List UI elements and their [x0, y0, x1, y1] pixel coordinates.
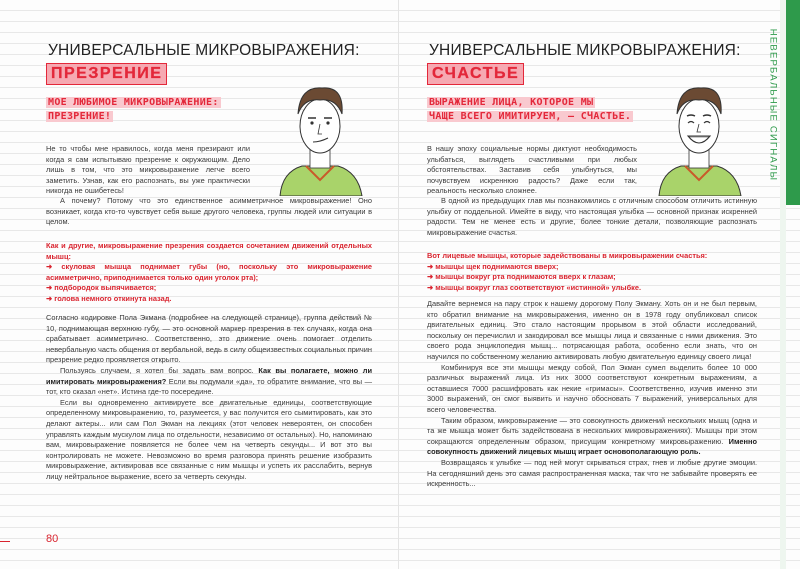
left-para-2 [46, 366, 372, 398]
right-bullet-1: ➜ мышцы щек поднимаются вверх; [427, 262, 757, 273]
right-intro-1 [427, 144, 637, 197]
right-para-4: Возвращаясь к улыбке — под ней могут скрываться страх, гнев и любые другие эмоции. На сегодняшний день это самая распространенная маска, так что не забывайте проверять ее искренность... [427, 457, 757, 489]
right-intro-2-text: В одной из предыдущих глав мы познакомились с отличным способом отличить истинную улыбку от поддельной. Имейте в виду, что настоящая улыбка — основной признак искренней радости. Тем не менее есть и другие, более тонкие детали, позволяющие распознать микровыражение счастья. [427, 196, 757, 237]
section-label-text: НЕВЕРБАЛЬНЫЕ СИГНАЛЫ [767, 28, 779, 182]
left-title-highlight: ПРЕЗРЕНИЕ [46, 63, 167, 85]
left-intro-1 [46, 144, 250, 197]
contempt-face-illustration [272, 76, 368, 196]
left-para-1: Согласно кодировке Пола Экмана (подробнее на следующей странице), группа действий № 10, поднимающая верхнюю губу, — это основной маркер презрения в тех случаях, когда она срабатывает асимметрично. Соответственно, это движение очень помогает отделить невербальную часть общения от вербальной, ведь в силу общеизвестных социальных причин презрение редко проявляется открыто. [46, 313, 372, 365]
right-page [399, 0, 800, 569]
left-quote-line-2: ПРЕЗРЕНИЕ! [48, 111, 112, 122]
left-page [0, 0, 399, 569]
left-bullet-2: ➜ подбородок выпячивается; [46, 283, 372, 294]
page-number: 80 [46, 533, 59, 545]
right-bullet-2: ➜ мышцы вокруг рта поднимаются вверх к глазам; [427, 272, 757, 283]
left-para-2a: Пользуясь случаем, я хотел бы задать вам вопрос. [60, 365, 254, 375]
page-number-rule [0, 541, 10, 542]
left-body [46, 313, 372, 483]
right-body [427, 299, 757, 490]
right-box-lead: Вот лицевые мышцы, которые задействованы в микровыражении счастья: [427, 251, 708, 260]
left-bullet-1: ➜ скуловая мышца поднимает губы (но, поскольку это микровыражение асимметрично, приподнимается только один уголок рта); [46, 262, 372, 283]
right-muscle-box [427, 251, 757, 293]
right-para-3 [427, 416, 757, 458]
left-intro-1-text: Не то чтобы мне нравилось, когда меня презирают или когда я сам испытываю презрение к окружающим. Дело лишь в том, что это микровыражение легче всего заметить. Узнав, как его распознать, вы уже практически никогда не ошибетесь! [46, 144, 250, 196]
right-intro-1-text: В нашу эпоху социальные нормы диктуют необходимость улыбаться, выглядеть счастливыми при любых обстоятельствах. Заставив себя улыбнуться, мы почувствуем искреннюю радость? Даже если так, реальность несколько сложнее. [427, 144, 637, 196]
left-muscle-box [46, 241, 372, 305]
left-page-title: УНИВЕРСАЛЬНЫЕ МИКРОВЫРАЖЕНИЯ: [48, 42, 360, 59]
right-quote-line-2: ЧАЩЕ ВСЕГО ИМИТИРУЕМ, — СЧАСТЬЕ. [429, 111, 632, 122]
happy-face-illustration [651, 76, 747, 196]
left-intro-2 [46, 196, 372, 228]
right-para-3b: Именно совокупность движений лицевых мышц играет основополагающую роль. [427, 436, 757, 457]
left-quote-line-1: МОЕ ЛЮБИМОЕ МИКРОВЫРАЖЕНИЕ: [48, 97, 219, 108]
right-quote-line-1: ВЫРАЖЕНИЕ ЛИЦА, КОТОРОЕ МЫ [429, 97, 594, 108]
left-box-lead: Как и другие, микровыражение презрения создается сочетанием движений отдельных мышц: [46, 241, 372, 261]
section-tab [786, 0, 800, 205]
right-para-1: Давайте вернемся на пару строк к нашему дорогому Полу Экману. Хоть он и не был первым, кто обратил внимание на микровыражения, именно он в 1978 году опубликовал список двигательных единиц. Это стало настоящим прорывом в этой области исследований, поскольку он перечислил и закодировал все мышцы лица и связанные с ними движения. Это своего рода энциклопедия мышц... потрясающая работа, особенно если знать, что он научился по собственному желанию активировать любую двигательную единицу своего лица! [427, 299, 757, 361]
right-intro-2 [427, 196, 757, 238]
right-bullet-3: ➜ мышцы вокруг глаз соответствуют «истинной» улыбке. [427, 283, 757, 294]
left-quote [46, 96, 221, 124]
right-para-3a: Таким образом, микровыражение — это совокупность движений нескольких мышц (одна и та же мышца может быть задействована в нескольких микровыражениях). Мышцы при этом сокращаются определенным образом, присущим конкретному микровыражению. [427, 415, 757, 446]
section-label [766, 30, 780, 180]
right-title-highlight: СЧАСТЬЕ [427, 63, 524, 85]
left-intro-2-text: А почему? Потому что это единственное асимметричное микровыражение! Оно возникает, когда кто-то чувствует себя выше другого человека, группы людей или ситуации в целом. [46, 196, 372, 227]
right-page-title: УНИВЕРСАЛЬНЫЕ МИКРОВЫРАЖЕНИЯ: [429, 42, 741, 59]
left-bullet-3: ➜ голова немного откинута назад. [46, 294, 372, 305]
left-para-2c: Если вы подумали «да», то обратите внимание, что вы — тот, кто сказал «нет». Истина где-то посередине. [46, 376, 372, 397]
right-para-2: Комбинируя все эти мышцы между собой, Пол Экман сумел выделить более 10 000 различных выражений лица. Из них 3000 соответствуют конкретным выражениям, а оставшиеся 7000 расшифровать как некие «гримасы». Соответственно, изучив именно эти 3000 выражений, он смог выявить и научно обосновать 7 выражений, универсальных для всего человечества. [427, 362, 757, 414]
left-para-3: Если вы одновременно активируете все двигательные единицы, соответствующие определенному микровыражению, то, разумеется, у вас получится его сымитировать, как это делают актеры... или сам Пол Экман на лекциях (этот человек невероятен, он способен управлять каждым мускулом лица по отдельности, независимо от остальных). Но, напоминаю вам, микровыражение появляется не более чем на четверть секунды... И вот это вы контролировать не можете. Невозможно во время разговора принять решение изобразить микровыражение, активировав все связанные с ним мышцы и успеть их расслабить, вернув лицу нейтральное выражение, всего за четверть секунды. [46, 397, 372, 481]
left-para-2b: Как вы полагаете, можно ли имитировать микровыражения? [46, 365, 372, 386]
right-quote [427, 96, 633, 124]
